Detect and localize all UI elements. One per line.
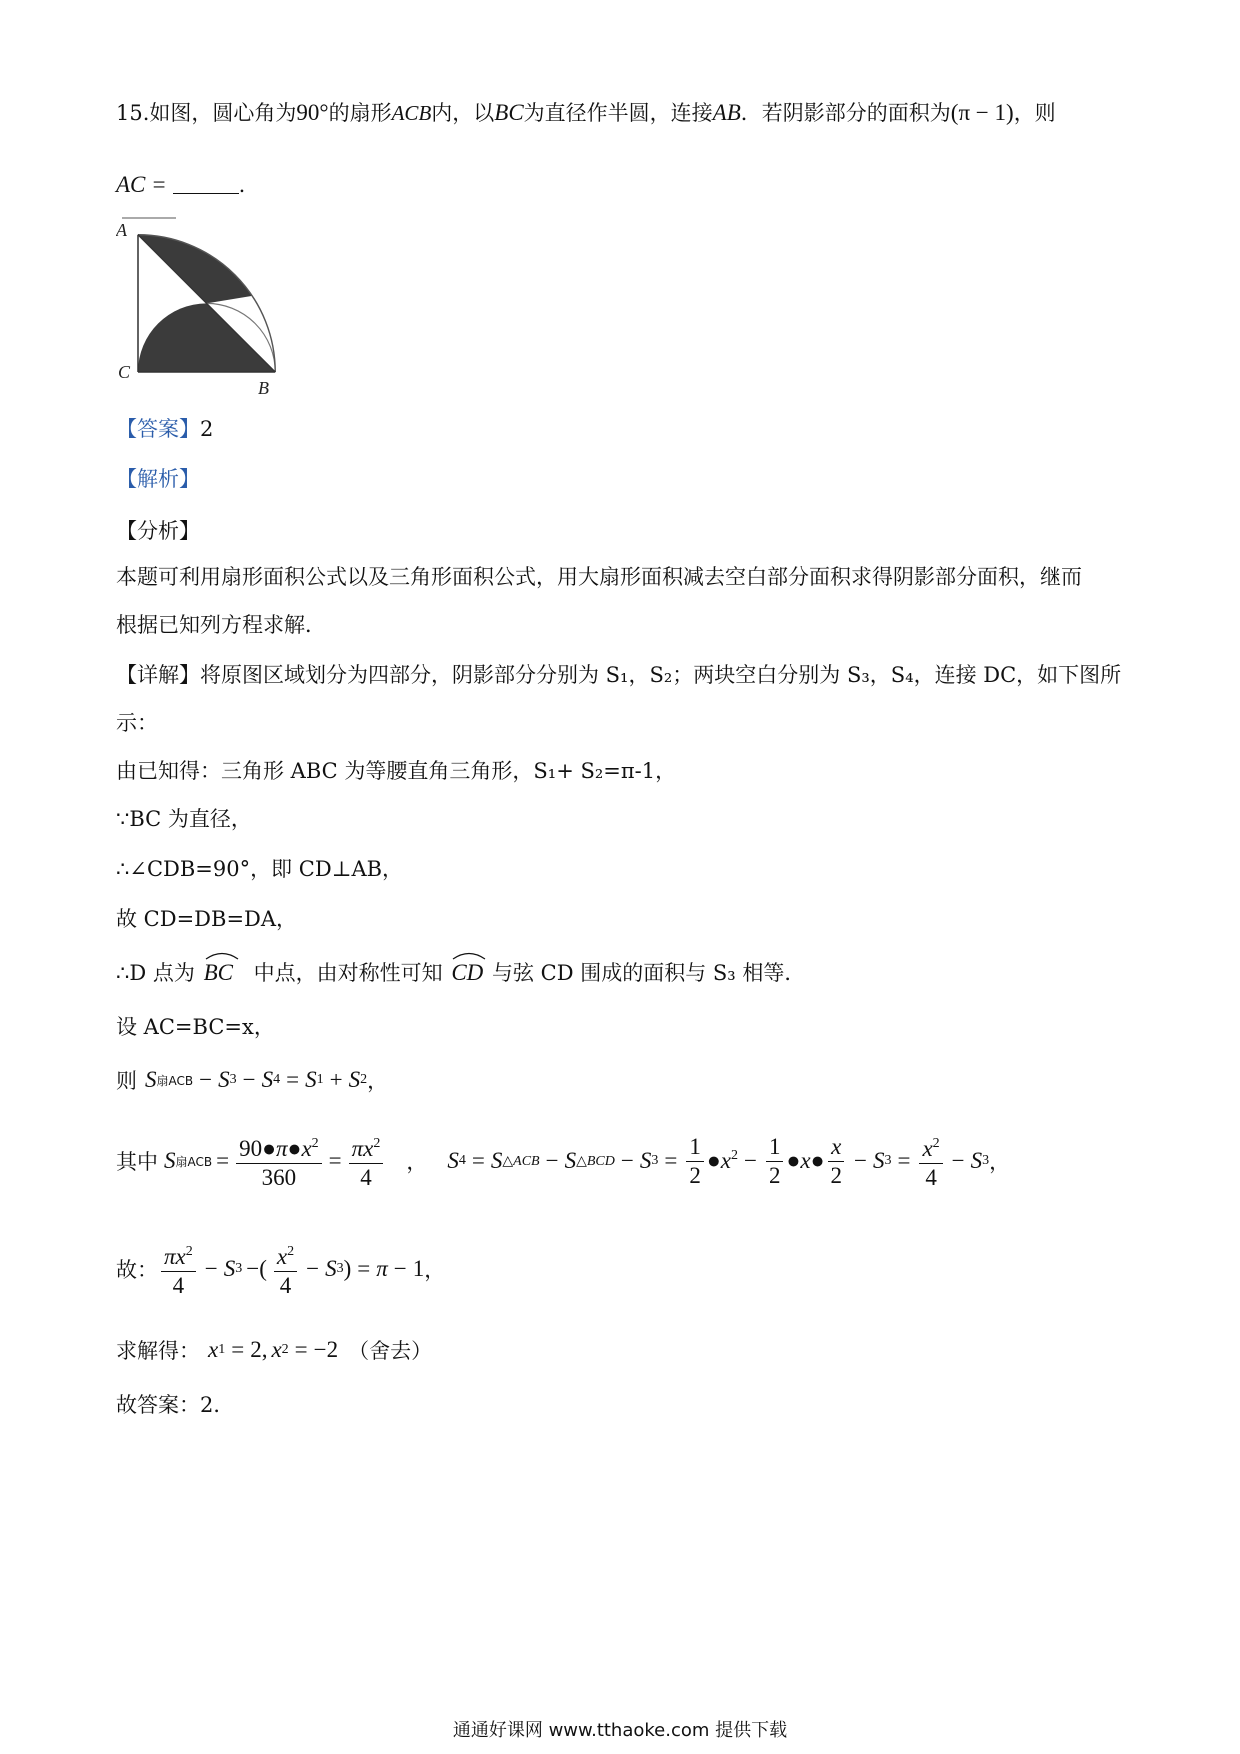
question-line-1: 15.如图，圆心角为90°的扇形ACB内，以BC为直径作半圆，连接AB．若阴影部分的面积为(π − 1)，则 (116, 100, 1056, 125)
shade-s1 (138, 235, 252, 304)
answer-value: 2 (200, 417, 214, 441)
label-c: C (118, 362, 131, 382)
detail-line-13: 故答案：2． (116, 1393, 235, 1417)
detail-line-6: 故 CD=DB=DA， (116, 907, 298, 931)
equation-line-10: 其中 S 扇ACB = $\frac{90●\pi●x^2}{360}$ = $\frac{\pi x^2}{4}$ ， S 4 = S △ACB − S △BCD − S 3 = $\frac{1}{2}$ $●x^2$ − $\frac{1}{2}$ ●x● $\frac{x}{2}$ − S 3 = $\frac{x^2}{4}$ − S 3 ， (116, 1126, 1010, 1196)
equation-line-12: 求解得： x 1 = 2, x 2 = −2 （舍去） (116, 1337, 433, 1363)
detail-line-7: ∴D 点为 BC 中点，由对称性可知 CD 与弦 CD 围成的面积与 S₃ 相等． (116, 958, 805, 988)
arc-cd: CD (451, 958, 483, 988)
label-b: B (258, 378, 269, 398)
analysis-tag: 【解析】 (116, 467, 200, 491)
equation-line-11: 故： $\frac{\pi x^2}{4}$ − S 3 −( $\frac{x^2}{4}$ − S 3 ) = π − 1 ， (116, 1234, 445, 1304)
detail-line-5: ∴∠CDB=90°，即 CD⊥AB， (116, 857, 404, 881)
arc-cd-mark (451, 950, 487, 960)
arc-bc-mark (204, 950, 240, 960)
detail-line-2: 示： (116, 711, 158, 735)
answer-tag: 【答案】 (116, 417, 200, 441)
detail-line-3: 由已知得：三角形 ABC 为等腰直角三角形，S₁+ S₂=π-1， (116, 759, 677, 783)
analysis-subtag: 【分析】 (116, 519, 200, 543)
analysis-text-1: 本题可利用扇形面积公式以及三角形面积公式，用大扇形面积减去空白部分面积求得阴影部分面积，继而 (116, 565, 1082, 589)
arc-bc: BC (204, 958, 233, 988)
question-number: 15. (116, 101, 150, 125)
detail-line-1: 【详解】将原图区域划分为四部分，阴影部分分别为 S₁，S₂；两块空白分别为 S₃，S₄，连接 DC，如下图所 (116, 663, 1122, 687)
answer-line (116, 414, 213, 444)
ask-ac: AC = (116, 172, 167, 197)
analysis-text-2: 根据已知列方程求解． (116, 613, 326, 637)
sector-figure (116, 210, 286, 400)
shade-s2 (138, 303, 275, 372)
detail-tag: 【详解】 (116, 663, 200, 687)
detail-line-8: 设 AC=BC=x， (116, 1015, 275, 1039)
question-line-2: AC = . (116, 172, 246, 197)
frac-sector: $\frac{90●\pi●x^2}{360}$ (236, 1130, 322, 1192)
answer-blank (173, 173, 239, 194)
detail-line-4: ∵BC 为直径， (116, 807, 252, 831)
equation-line-9: 则 S 扇ACB − S 3 − S 4 = S 1 + S 2 ， (116, 1067, 389, 1093)
label-a: A (116, 220, 127, 240)
page-footer: 通通好课网 www.tthaoke.com 提供下载 (452, 1720, 788, 1741)
